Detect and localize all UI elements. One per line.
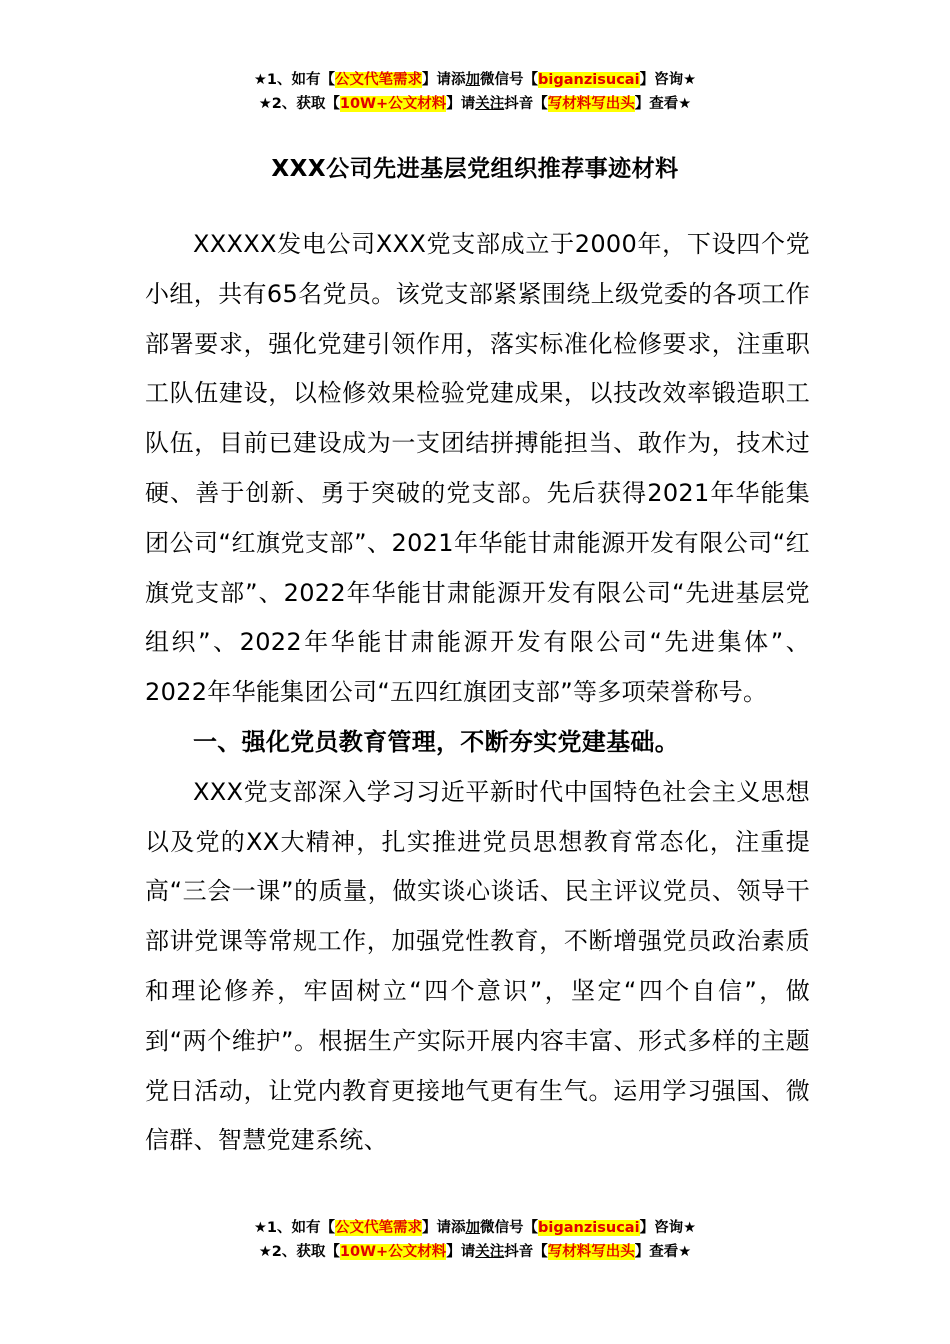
banner-line-1 xyxy=(0,68,950,92)
banner-line-2 xyxy=(0,1240,950,1264)
banner-text: ★2、获取【 xyxy=(258,1244,340,1260)
banner-text: ★1、如有【 xyxy=(253,72,336,88)
banner-underlined-text: 关注 xyxy=(475,96,505,112)
banner-text: 抖音【 xyxy=(504,96,548,112)
banner-line-2 xyxy=(0,92,950,116)
banner-highlight: 公文代笔需求 xyxy=(335,72,423,88)
banner-underlined-text: 关注 xyxy=(475,1244,505,1260)
body-paragraph: XXX党支部深入学习习近平新时代中国特色社会主义思想以及党的XX大精神，扎实推进党员思想教育常态化，注重提高“三会一课”的质量，做实谈心谈话、民主评议党员、领导干部讲党课等常规工作，加强党性教育，不断增强党员政治素质和理论修养，牢固树立“四个意识”，坚定“四个自信”，做到“两个维护”。根据生产实际开展内容丰富、形式多样的主题党日活动，让党内教育更接地气更有生气。运用学习强国、微信群、智慧党建系统、 xyxy=(145,777,810,1155)
body-paragraph: XXXXX发电公司XXX党支部成立于2000年，下设四个党小组，共有65名党员。该党支部紧紧围绕上级党委的各项工作部署要求，强化党建引领作用，落实标准化检修要求，注重职工队伍建设，以检修效果检验党建成果，以技改效率锻造职工队伍，目前已建设成为一支团结拼搏能担当、敢作为，技术过硬、善于创新、勇于突破的党支部。先后获得2021年华能集团公司“红旗党支部”、2021年华能甘肃能源开发有限公司“红旗党支部”、2022年华能甘肃能源开发有限公司“先进基层党组织”、2022年华能甘肃能源开发有限公司“先进集体”、2022年华能集团公司“五四红旗团支部”等多项荣誉称号。 xyxy=(145,230,810,707)
banner-text: 】查看★ xyxy=(634,96,692,112)
banner-highlight: biganzisucai xyxy=(538,1220,640,1236)
banner-highlight: biganzisucai xyxy=(538,72,640,88)
footer-banner xyxy=(0,1216,950,1264)
document-body xyxy=(145,220,810,1166)
banner-text: 】请 xyxy=(446,96,476,112)
banner-text: 】咨询★ xyxy=(639,1220,697,1236)
banner-text: 微信号【 xyxy=(480,72,539,88)
banner-text: ★1、如有【 xyxy=(253,1220,336,1236)
section-heading: 一、强化党员教育管理，不断夯实党建基础。 xyxy=(193,727,679,756)
banner-highlight: 公文代笔需求 xyxy=(335,1220,423,1236)
banner-text: 】请 xyxy=(446,1244,476,1260)
banner-underlined-text: 加 xyxy=(465,72,481,88)
header-banner xyxy=(0,68,950,116)
banner-underlined-text: 加 xyxy=(465,1220,481,1236)
banner-highlight: 写材料写出头 xyxy=(547,96,635,112)
banner-text: 】查看★ xyxy=(634,1244,692,1260)
banner-text: 抖音【 xyxy=(504,1244,548,1260)
banner-highlight: 10W+公文材料 xyxy=(339,1244,447,1260)
banner-text: 】咨询★ xyxy=(639,72,697,88)
banner-line-1 xyxy=(0,1216,950,1240)
banner-text: 微信号【 xyxy=(480,1220,539,1236)
document-title: XXX公司先进基层党组织推荐事迹材料 xyxy=(271,156,679,182)
banner-text: 】请添 xyxy=(422,1220,466,1236)
banner-text: ★2、获取【 xyxy=(258,96,340,112)
banner-highlight: 10W+公文材料 xyxy=(339,96,447,112)
banner-text: 】请添 xyxy=(422,72,466,88)
banner-highlight: 写材料写出头 xyxy=(547,1244,635,1260)
